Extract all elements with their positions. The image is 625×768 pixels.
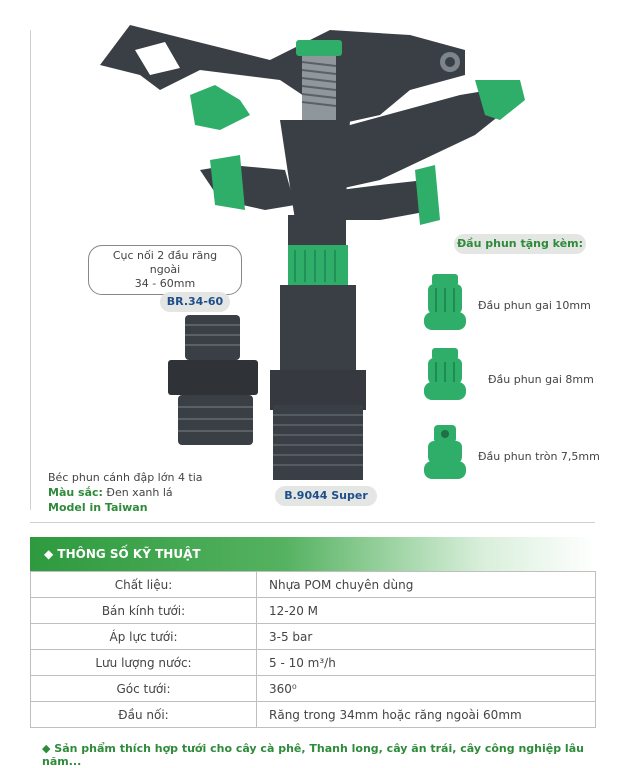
nozzle-label-2: Đầu phun gai 8mm [488, 373, 594, 386]
frame-line-left [30, 30, 31, 510]
accessory-label [88, 245, 242, 295]
table-row [31, 702, 596, 728]
spec-key: Góc tưới: [31, 676, 257, 702]
product-origin: Model in Taiwan [48, 501, 148, 514]
spec-table [30, 571, 596, 728]
table-row [31, 650, 596, 676]
nozzle-gai-10-image [422, 274, 468, 334]
spec-value: Nhựa POM chuyên dùng [257, 572, 596, 598]
spec-value: 360⁰ [257, 676, 596, 702]
product-code-badge: B.9044 Super [275, 486, 377, 506]
spec-section [30, 537, 596, 728]
spec-key: Chất liệu: [31, 572, 257, 598]
table-row [31, 676, 596, 702]
spec-key: Bán kính tưới: [31, 598, 257, 624]
table-row [31, 598, 596, 624]
spec-value: 12-20 M [257, 598, 596, 624]
gift-title: Đầu phun tặng kèm: [454, 234, 586, 254]
table-row [31, 572, 596, 598]
spec-value: Răng trong 34mm hoặc răng ngoài 60mm [257, 702, 596, 728]
spec-header: ◆ THÔNG SỐ KỸ THUẬT [30, 537, 596, 571]
product-description-text: Béc phun cánh đập lớn 4 tia [48, 471, 203, 484]
footer-note: ◆ Sản phẩm thích hợp tưới cho cây cà phê, Thanh long, cây ăn trái, cây công nghiệp lâu năm... [42, 742, 584, 768]
adapter-image [160, 315, 260, 450]
product-color-key: Màu sắc: [48, 486, 103, 499]
product-color [48, 485, 203, 500]
accessory-label-line1: Cục nối 2 đầu răng ngoài [112, 249, 218, 276]
accessory-label-line2: 34 - 60mm [134, 277, 196, 290]
accessory-code-badge: BR.34-60 [160, 292, 230, 312]
spec-value: 3-5 bar [257, 624, 596, 650]
nozzle-label-1: Đầu phun gai 10mm [478, 299, 591, 312]
nozzle-gai-8-image [422, 348, 468, 404]
frame-line-bottom [30, 522, 595, 523]
spec-key: Đầu nối: [31, 702, 257, 728]
nozzle-label-3: Đầu phun tròn 7,5mm [478, 450, 600, 463]
table-row [31, 624, 596, 650]
spec-key: Lưu lượng nước: [31, 650, 257, 676]
nozzle-tron-image [422, 425, 468, 483]
spec-value: 5 - 10 m³/h [257, 650, 596, 676]
product-description [48, 470, 203, 515]
spec-key: Áp lực tưới: [31, 624, 257, 650]
product-color-value: Đen xanh lá [106, 486, 173, 499]
